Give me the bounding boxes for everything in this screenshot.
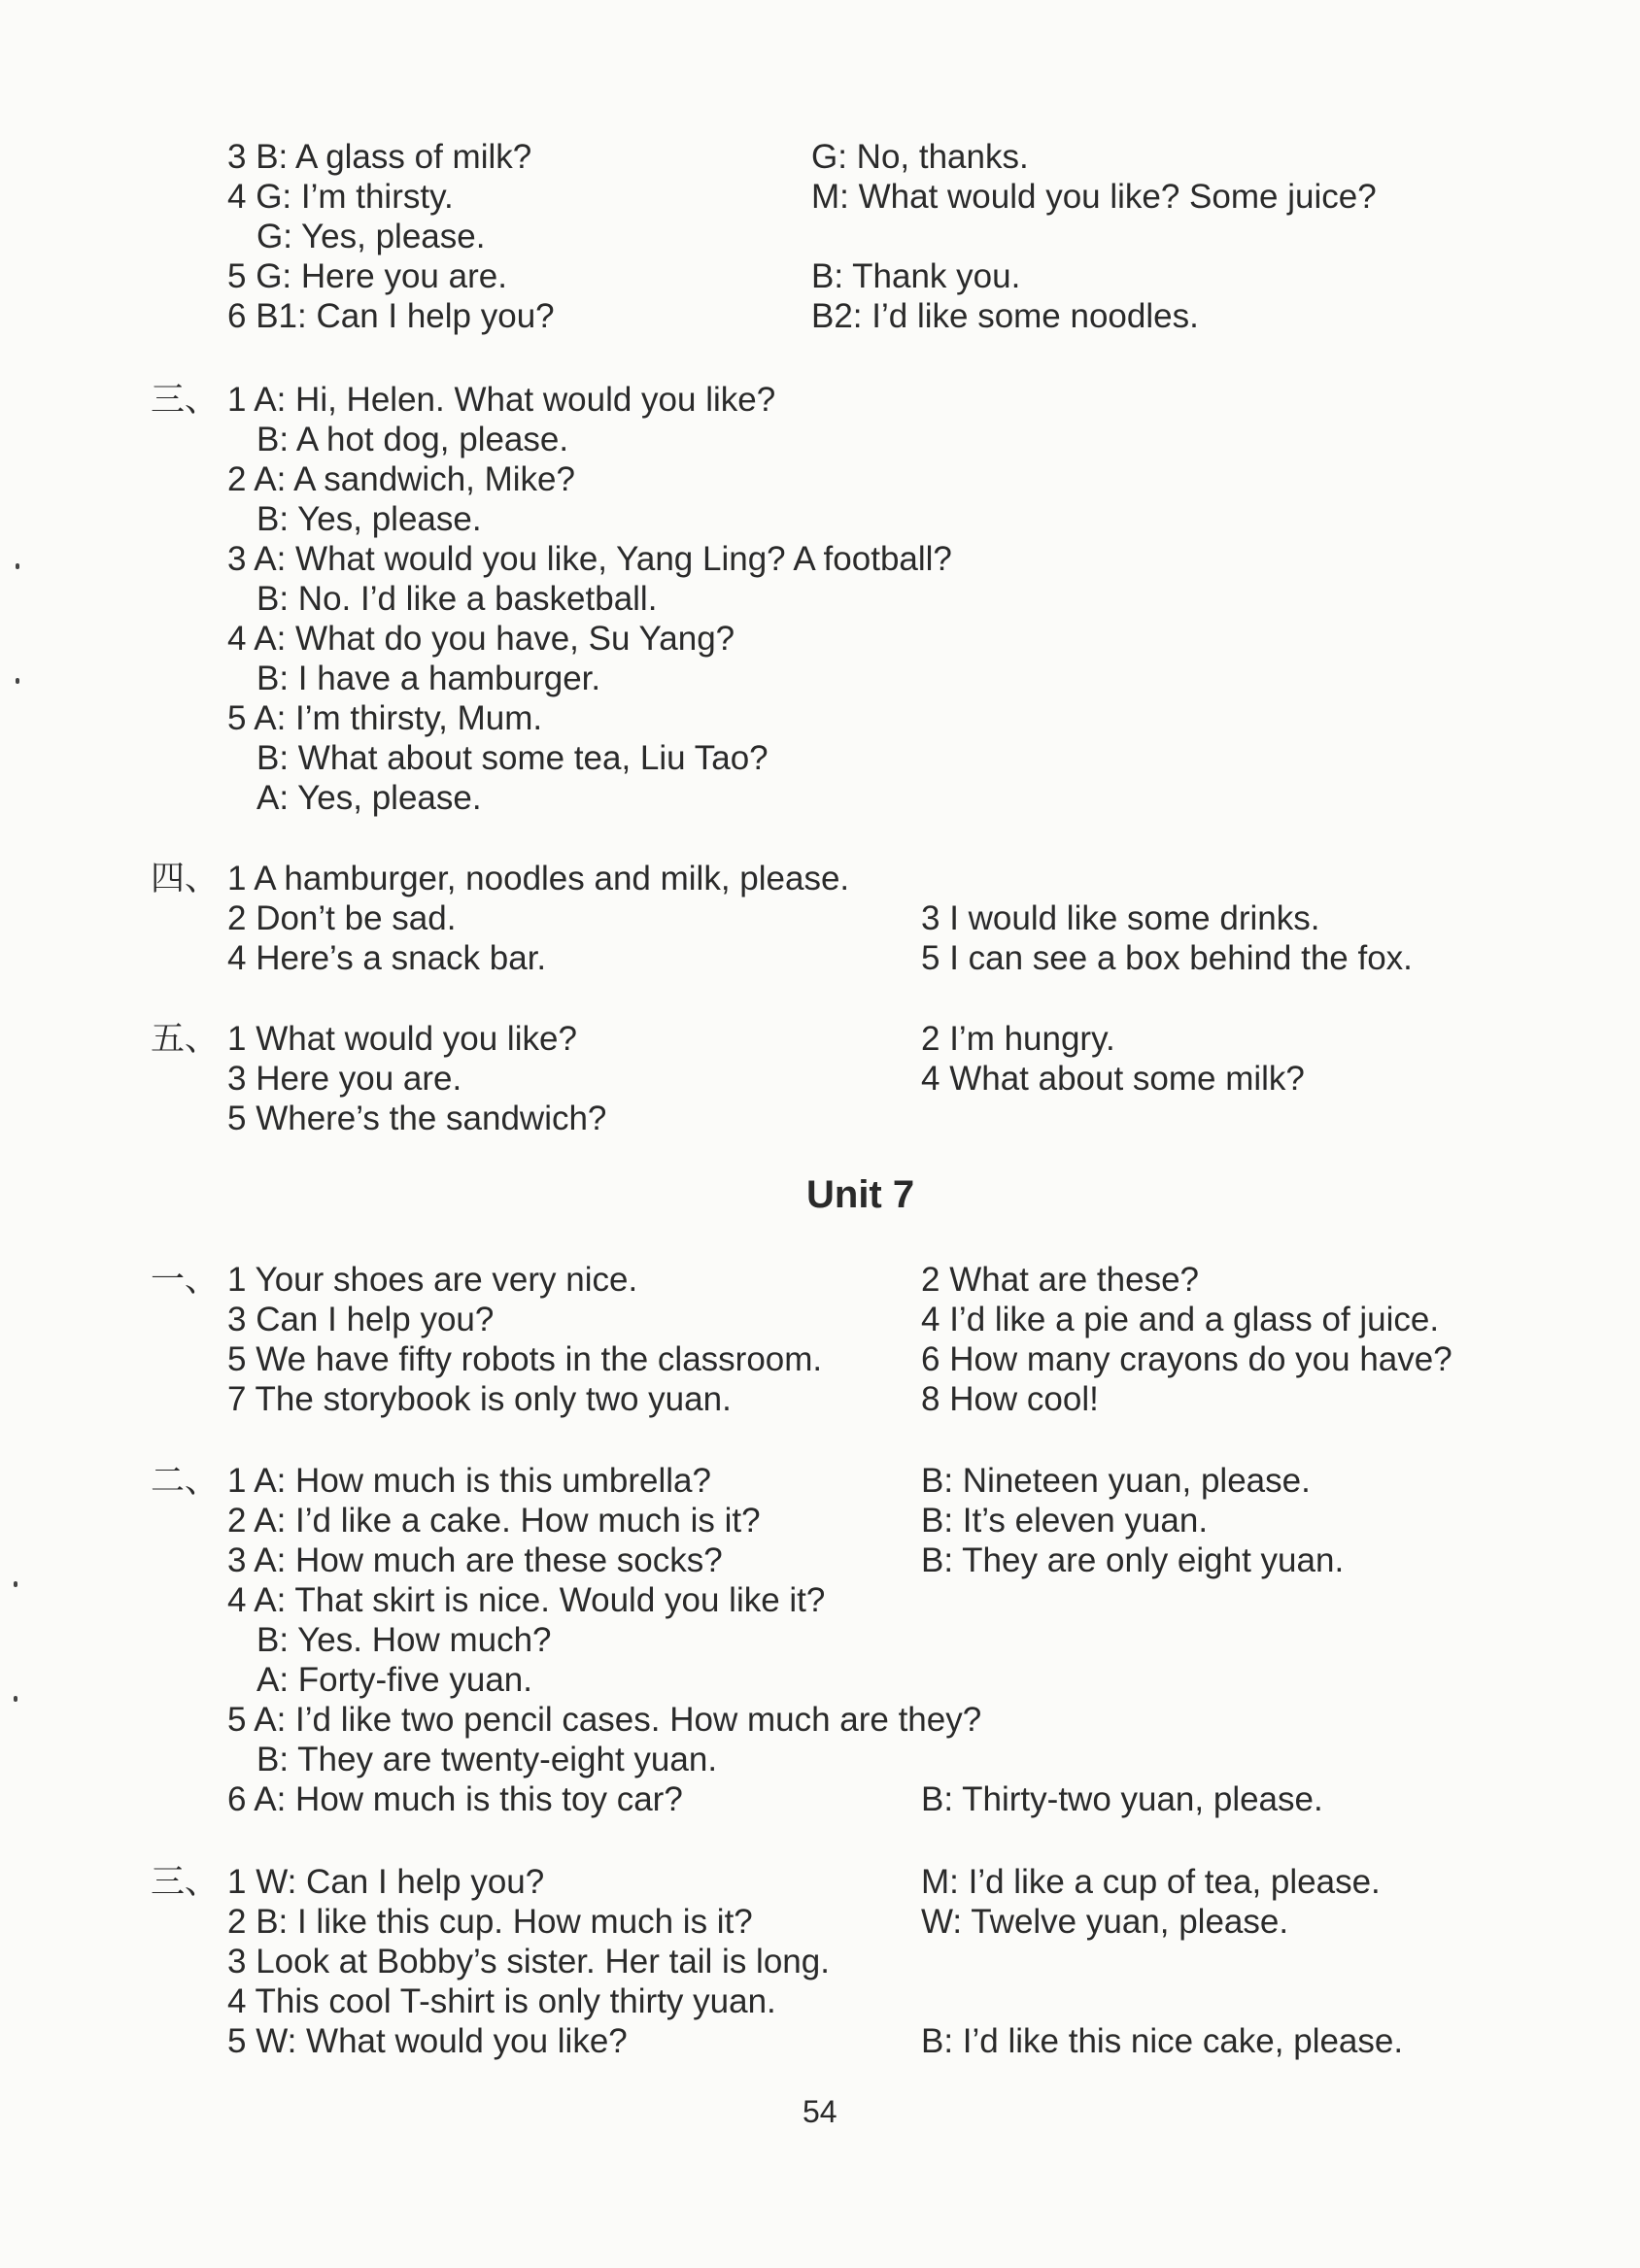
answer-line: 2 Don’t be sad. [227, 899, 457, 937]
scan-artifact-dot [16, 678, 19, 684]
answer-line: 2 A: A sandwich, Mike? [227, 460, 575, 498]
answer-line: 5 G: Here you are. [227, 257, 507, 295]
answer-line: 5 Where’s the sandwich? [227, 1100, 607, 1137]
answer-line: 4 I’d like a pie and a glass of juice. [921, 1301, 1440, 1338]
answer-line: B2: I’d like some noodles. [811, 297, 1199, 335]
answer-line: 2 I’m hungry. [921, 1020, 1115, 1058]
answer-line: 4 Here’s a snack bar. [227, 939, 547, 977]
answer-line: 1 W: Can I help you? [227, 1863, 545, 1901]
answer-line: 4 A: That skirt is nice. Would you like it? [227, 1581, 826, 1619]
answer-line: 1 A: Hi, Helen. What would you like? [227, 381, 776, 419]
answer-line: 2 What are these? [921, 1261, 1199, 1299]
answer-line: 3 Look at Bobby’s sister. Her tail is long. [227, 1943, 830, 1980]
section-marker: 二、 [151, 1462, 220, 1501]
answer-line: B: I have a hamburger. [256, 660, 601, 697]
scan-artifact-dot [14, 1581, 17, 1587]
scan-artifact-dot [16, 563, 19, 569]
section-marker: 四、 [151, 860, 220, 898]
answer-line: G: No, thanks. [811, 138, 1029, 176]
answer-line: B: Thirty-two yuan, please. [921, 1780, 1323, 1818]
answer-line: 3 B: A glass of milk? [227, 138, 532, 176]
answer-line: 5 A: I’d like two pencil cases. How much are they? [227, 1701, 982, 1739]
scan-artifact-dot [14, 1696, 17, 1702]
answer-line: 4 What about some milk? [921, 1060, 1305, 1098]
answer-line: M: What would you like? Some juice? [811, 178, 1377, 216]
answer-line: 2 B: I like this cup. How much is it? [227, 1903, 753, 1941]
answer-line: 6 B1: Can I help you? [227, 297, 555, 335]
section-marker: 三、 [151, 1863, 220, 1902]
answer-line: 5 A: I’m thirsty, Mum. [227, 699, 543, 737]
answer-line: B: A hot dog, please. [256, 421, 569, 458]
answer-line: M: I’d like a cup of tea, please. [921, 1863, 1381, 1901]
answer-line: 1 What would you like? [227, 1020, 577, 1058]
answer-line: 6 How many crayons do you have? [921, 1340, 1452, 1378]
answer-line: 3 Here you are. [227, 1060, 462, 1098]
answer-line: 4 G: I’m thirsty. [227, 178, 454, 216]
answer-line: B: They are only eight yuan. [921, 1541, 1345, 1579]
answer-line: A: Yes, please. [256, 779, 482, 817]
section-marker: 三、 [151, 381, 220, 420]
answer-line: 6 A: How much is this toy car? [227, 1780, 683, 1818]
answer-line: A: Forty-five yuan. [256, 1661, 532, 1699]
answer-line: B: It’s eleven yuan. [921, 1502, 1209, 1540]
answer-line: 1 Your shoes are very nice. [227, 1261, 638, 1299]
answer-line: 5 W: What would you like? [227, 2022, 628, 2060]
answer-line: 4 A: What do you have, Su Yang? [227, 620, 735, 658]
answer-line: 8 How cool! [921, 1380, 1099, 1418]
answer-line: 2 A: I’d like a cake. How much is it? [227, 1502, 761, 1540]
answer-line: 5 We have fifty robots in the classroom. [227, 1340, 823, 1378]
answer-line: B: I’d like this nice cake, please. [921, 2022, 1404, 2060]
section-marker: 一、 [151, 1261, 220, 1300]
answer-line: 3 I would like some drinks. [921, 899, 1320, 937]
answer-line: 1 A hamburger, noodles and milk, please. [227, 860, 850, 897]
answer-line: 3 Can I help you? [227, 1301, 495, 1338]
answer-line: 3 A: What would you like, Yang Ling? A football? [227, 540, 952, 578]
answer-line: 1 A: How much is this umbrella? [227, 1462, 711, 1500]
answer-line: B: What about some tea, Liu Tao? [256, 739, 769, 777]
answer-line: B: Thank you. [811, 257, 1021, 295]
answer-line: G: Yes, please. [256, 218, 486, 255]
answer-line: B: Yes. How much? [256, 1621, 552, 1659]
answer-line: B: Yes, please. [256, 500, 482, 538]
page-number: 54 [803, 2094, 837, 2129]
answer-line: 3 A: How much are these socks? [227, 1541, 723, 1579]
answer-line: B: No. I’d like a basketball. [256, 580, 658, 618]
answer-line: 5 I can see a box behind the fox. [921, 939, 1413, 977]
answer-line: B: They are twenty-eight yuan. [256, 1741, 718, 1778]
section-marker: 五、 [151, 1020, 220, 1059]
answer-line: B: Nineteen yuan, please. [921, 1462, 1311, 1500]
answer-line: 4 This cool T-shirt is only thirty yuan. [227, 1982, 776, 2020]
answer-line: 7 The storybook is only two yuan. [227, 1380, 732, 1418]
answer-line: W: Twelve yuan, please. [921, 1903, 1289, 1941]
unit-title: Unit 7 [806, 1173, 915, 1216]
